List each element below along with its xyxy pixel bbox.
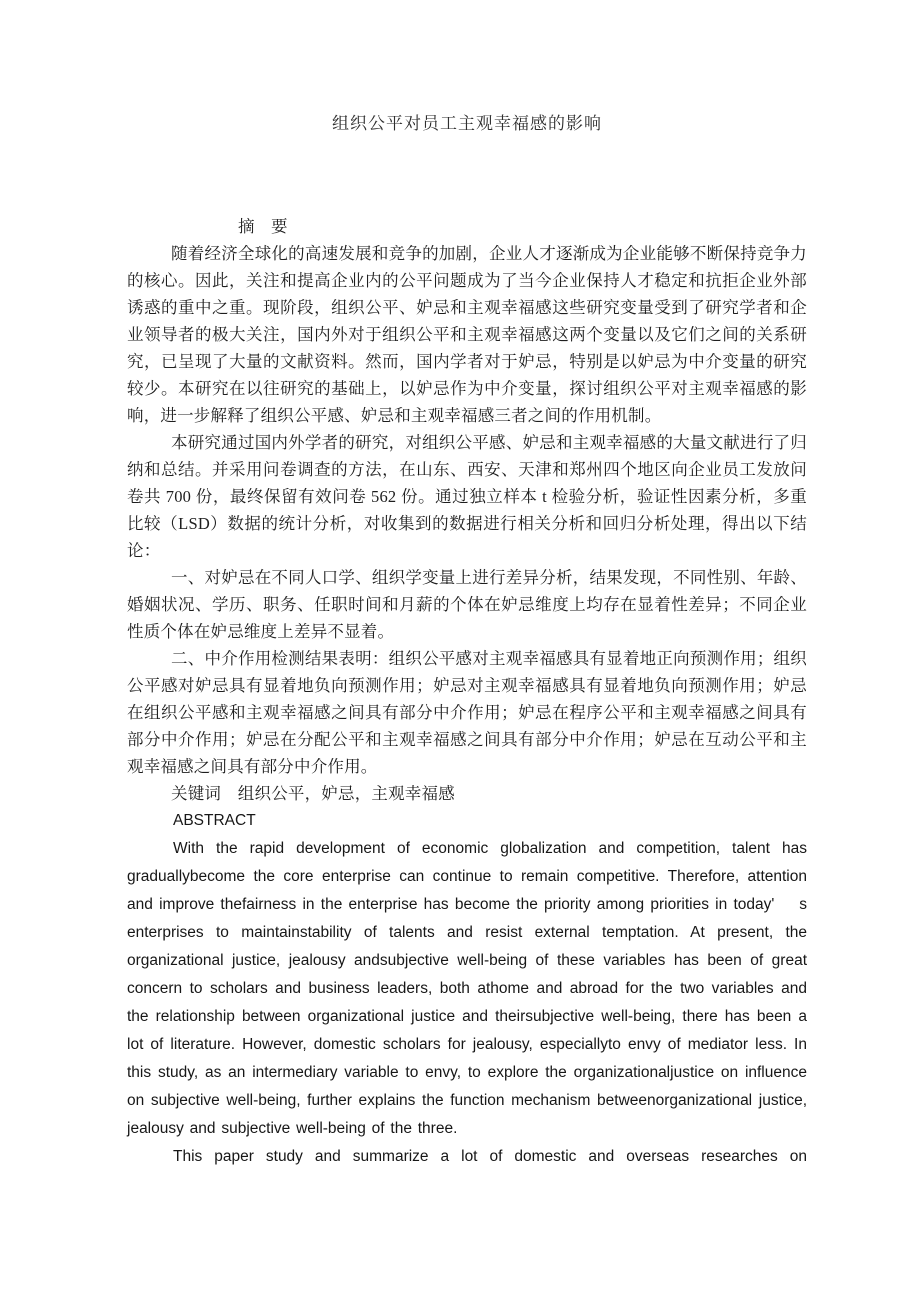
abstract-paragraph-4: 二、中介作用检测结果表明：组织公平感对主观幸福感具有显着地正向预测作用；组织公平感对妒忌具有显着地负向预测作用；妒忌对主观幸福感具有显着地负向预测作用；妒忌在组织公平感和主观幸福感之间具有部分中介作用；妒忌在程序公平和主观幸福感之间具有部分中介作用；妒忌在分配公平和主观幸福感之间具有部分中介作用；妒忌在互动公平和主观幸福感之间具有部分中介作用。: [127, 649, 807, 776]
english-abstract-paragraph-1: With the rapid development of economic globalization and competition, talent has graduallybecome the core enterprise can continue to remain competitive. Therefore, attention and improve thefairness in the enterprise has become the priority among priorities in today' s enterprises to maintainstability of talents and resist external temptation. At present, the organizational justice, jealousy andsubjective well-being of these variables has been of great concern to scholars and business leaders, both athome and abroad for the two variables and the relationship between organizational justice and theirsubjective well-being, there has been a lot of literature. However, domestic scholars for jealousy, especiallyto envy of mediator less. In this study, as an intermediary variable to envy, to explore the organizationaljustice on influence on subjective well-being, further explains the function mechanism betweenorganizational justice, jealousy and subjective well-being of the three.: [127, 840, 807, 1137]
keywords-line: 关键词 组织公平，妒忌，主观幸福感: [171, 784, 455, 803]
abstract-paragraph-3: 一、对妒忌在不同人口学、组织学变量上进行差异分析，结果发现，不同性别、年龄、婚姻状况、学历、职务、任职时间和月薪的个体在妒忌维度上均存在显着性差异；不同企业性质个体在妒忌维度上差异不显着。: [127, 568, 807, 641]
english-abstract-paragraph-2: This paper study and summarize a lot of domestic and overseas researches on: [173, 1148, 807, 1165]
document-title: 组织公平对员工主观幸福感的影响: [332, 114, 602, 133]
abstract-heading-zh: 摘 要: [238, 217, 288, 236]
abstract-paragraph-2: 本研究通过国内外学者的研究，对组织公平感、妒忌和主观幸福感的大量文献进行了归纳和总结。并采用问卷调查的方法，在山东、西安、天津和郑州四个地区向企业员工发放问卷共 700 份，最终保留有效问卷 562 份。通过独立样本 t 检验分析，验证性因素分析，多重比较（LSD）数据的统计分析，对收集到的数据进行相关分析和回归分析处理，得出以下结论：: [127, 433, 807, 560]
abstract-heading-en: ABSTRACT: [173, 812, 256, 829]
abstract-paragraph-1: 随着经济全球化的高速发展和竞争的加剧，企业人才逐渐成为企业能够不断保持竞争力的核心。因此，关注和提高企业内的公平问题成为了当今企业保持人才稳定和抗拒企业外部诱惑的重中之重。现阶段，组织公平、妒忌和主观幸福感这些研究变量受到了研究学者和企业领导者的极大关注，国内外对于组织公平和主观幸福感这两个变量以及它们之间的关系研究，已呈现了大量的文献资料。然而，国内学者对于妒忌，特别是以妒忌为中介变量的研究较少。本研究在以往研究的基础上，以妒忌作为中介变量，探讨组织公平对主观幸福感的影响，进一步解释了组织公平感、妒忌和主观幸福感三者之间的作用机制。: [127, 244, 807, 425]
